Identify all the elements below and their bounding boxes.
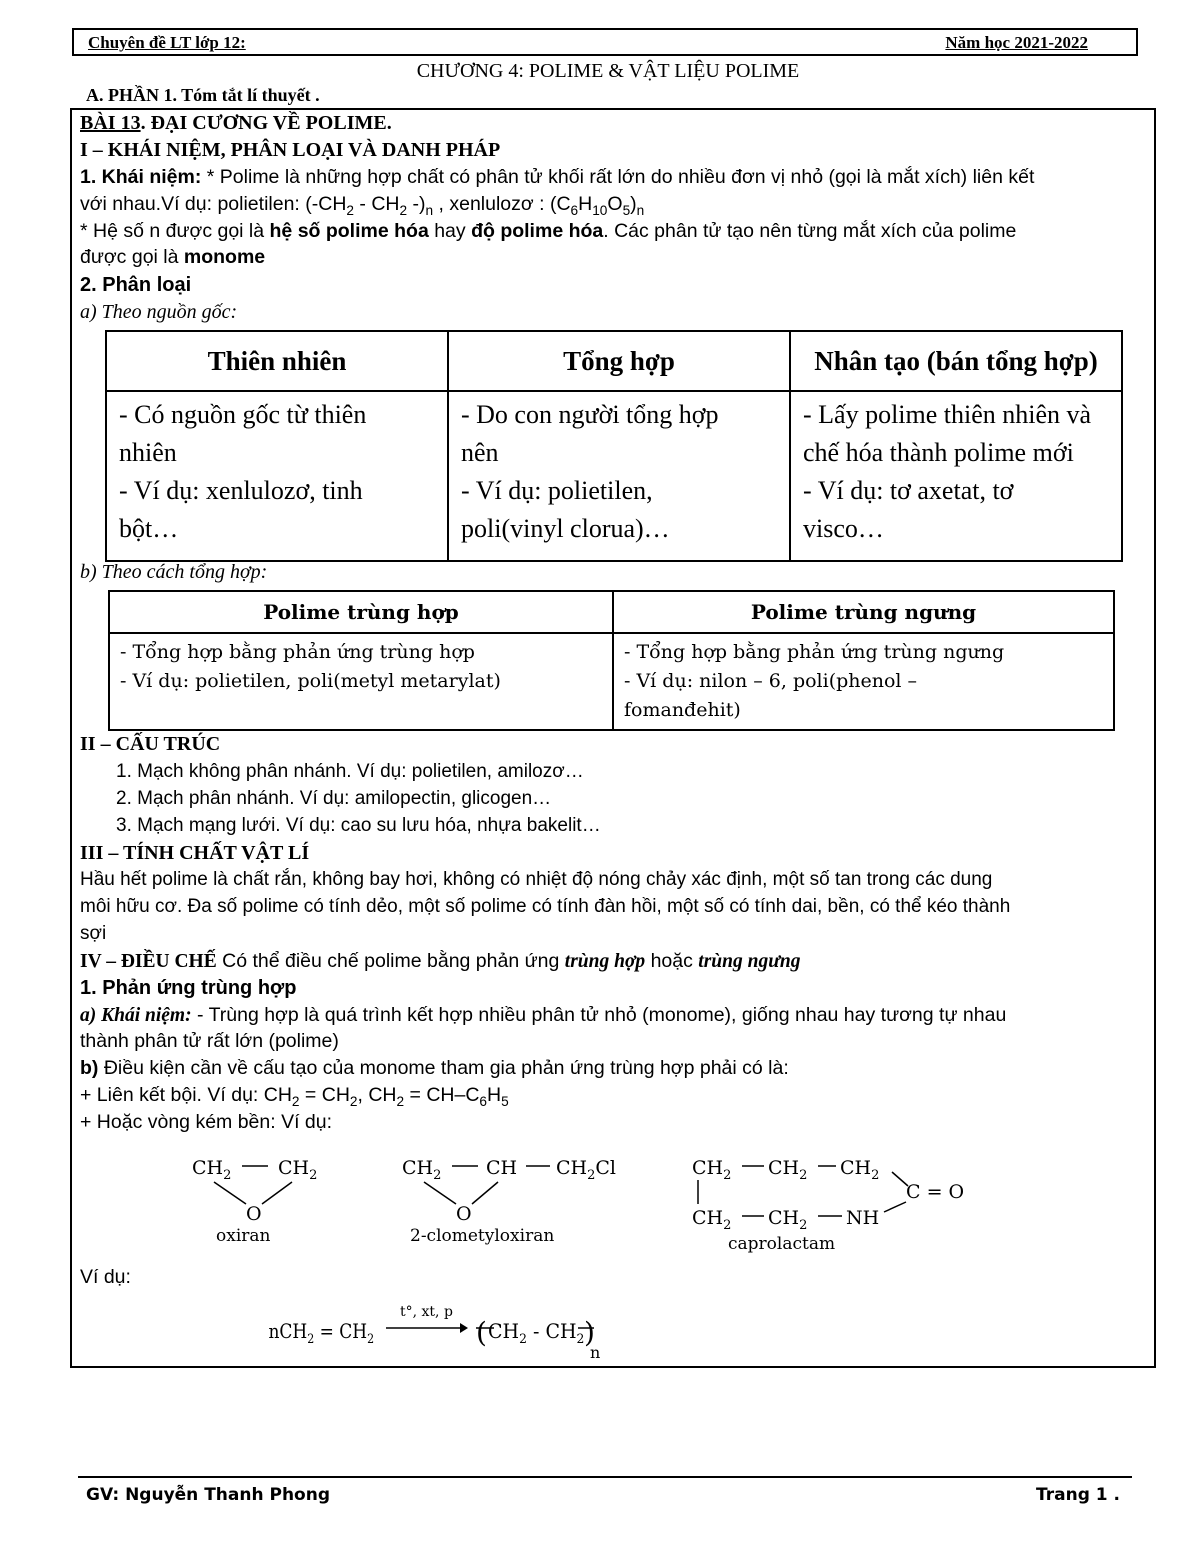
header-subject: Chuyên đề LT lớp 12:: [88, 33, 246, 52]
example-label: Ví dụ:: [80, 1266, 131, 1288]
svg-text:CH2: [768, 1207, 807, 1233]
reaction-lhs: nCH: [268, 1320, 308, 1344]
bond-part: = CH: [299, 1084, 350, 1106]
origin-table: [105, 330, 1123, 562]
svg-text:nCH2 = CH2: [269, 1321, 375, 1346]
origin-header: Tổng hợp: [448, 331, 790, 391]
definition-line-1: [80, 166, 1034, 189]
reaction-lhs: = CH: [314, 1320, 368, 1344]
atom-label: Cl: [595, 1157, 617, 1179]
definition-line-2: [80, 193, 644, 218]
definition-text: * Polime là những hợp chất có phân tử khối rất lớn do nhiều đơn vị nhỏ (gọi là mắt xích) liên kết: [201, 166, 1035, 188]
footer-divider: [78, 1476, 1132, 1478]
cell-line: - Tổng hợp bằng phản ứng trùng hợp: [120, 641, 475, 663]
polymerization-definition: [80, 1004, 1006, 1027]
svg-text:CH2: [768, 1157, 807, 1183]
structure-name: oxiran: [216, 1226, 271, 1246]
sub: 5: [622, 202, 631, 218]
structure-item: 2. Mạch phân nhánh. Ví dụ: amilopectin, glicogen…: [116, 788, 552, 809]
footer-page-number: Trang 1 .: [1036, 1485, 1120, 1505]
svg-text:CH2: [840, 1157, 879, 1183]
cell-line: nhiên: [119, 438, 177, 467]
atom-label: CH: [768, 1157, 800, 1179]
polymerization-definition-cont: thành phân tử rất lớn (polime): [80, 1030, 339, 1052]
cell-line: poli(vinyl clorua)…: [461, 514, 670, 543]
sub: 2: [367, 1331, 375, 1347]
reaction-product: CH: [488, 1319, 520, 1344]
polymerization-heading: 1. Phản ứng trùng hợp: [80, 977, 297, 999]
section-2-heading: II – CẤU TRÚC: [80, 733, 221, 755]
intro-part: hoặc: [645, 950, 699, 972]
bracket-close: ): [584, 1316, 595, 1349]
by-method-label: b) Theo cách tổng hợp:: [80, 561, 268, 583]
sub: 6: [479, 1093, 488, 1109]
sub: 2: [291, 1093, 300, 1109]
sub: 2: [723, 1218, 732, 1233]
atom-label: CH: [486, 1157, 518, 1179]
physical-text: sợi: [80, 923, 107, 944]
origin-cell: [448, 391, 790, 561]
condition-line: [80, 1057, 789, 1080]
structure-item: 3. Mạch mạng lưới. Ví dụ: cao su lưu hóa, nhựa bakelit…: [116, 815, 601, 836]
coef-part: * Hệ số n được gọi là: [80, 220, 270, 242]
bond-part: = CH–C: [404, 1084, 480, 1106]
svg-text:CH2: [278, 1157, 317, 1183]
def-part: với nhau.Ví dụ: polietilen: (-CH: [80, 193, 347, 215]
sub: 2: [349, 1093, 358, 1109]
sub: 2: [871, 1168, 880, 1183]
bond: [262, 1182, 292, 1204]
intro-term: trùng hợp: [564, 951, 646, 972]
bond: [884, 1202, 906, 1212]
sub: 2: [723, 1168, 732, 1183]
cell-line: - Tổng hợp bằng phản ứng trùng ngưng: [624, 641, 1005, 663]
degree-n: n: [590, 1343, 601, 1362]
polymerization-reaction: [260, 1296, 620, 1366]
sub: 2: [396, 1093, 405, 1109]
def-text: - Trùng hợp là quá trình kết hợp nhiều phân tử nhỏ (monome), giống nhau hay tương tự nhau: [191, 1004, 1007, 1026]
weak-ring-line: + Hoặc vòng kém bền: Ví dụ:: [80, 1111, 333, 1133]
coef-term: độ polime hóa: [471, 220, 604, 242]
coefficient-line-2: [80, 246, 265, 269]
section-3-heading: III – TÍNH CHẤT VẬT LÍ: [80, 842, 310, 864]
chapter-title: CHƯƠNG 4: POLIME & VẬT LIỆU POLIME: [416, 60, 800, 82]
svg-text:CH2: [692, 1207, 731, 1233]
bond-part: , CH: [357, 1084, 397, 1106]
sub: n: [425, 202, 434, 218]
sub: 5: [501, 1093, 509, 1109]
sub: 6: [570, 202, 579, 218]
cond-text: Điều kiện cần về cấu tạo của monome tham gia phản ứng trùng hợp phải có là:: [98, 1057, 789, 1079]
sub: 2: [433, 1168, 442, 1183]
section-4-heading: [80, 950, 801, 973]
origin-cell: [790, 391, 1122, 561]
atom-label: CH: [692, 1207, 724, 1229]
sub: 2: [223, 1168, 232, 1183]
intro-part: Có thể điều chế polime bằng phản ứng: [216, 950, 565, 972]
structure-name: caprolactam: [728, 1234, 836, 1254]
svg-text:CH2Cl: [556, 1157, 616, 1183]
structure-name: 2-clometyloxiran: [410, 1226, 555, 1246]
method-cell: [109, 633, 613, 730]
atom-label: CH: [768, 1207, 800, 1229]
cell-line: - Ví dụ: tơ axetat, tơ: [803, 476, 1014, 505]
coef-part: hay: [428, 220, 472, 242]
svg-text:CH2: [402, 1157, 441, 1183]
reaction-product: - CH: [526, 1319, 577, 1344]
sub: 2: [399, 202, 408, 218]
method-header: Polime trùng ngưng: [613, 591, 1114, 633]
lesson-title: [80, 112, 392, 135]
atom-label: CH: [556, 1157, 588, 1179]
atom-label: CH: [402, 1157, 434, 1179]
footer-teacher: GV: Nguyễn Thanh Phong: [86, 1485, 331, 1505]
physical-text: môi hữu cơ. Đa số polime có tính dẻo, một số polime có tính đàn hồi, một số có tính dai, bền, có thể kéo thành: [80, 896, 1011, 917]
cell-line: - Ví dụ: polietilen,: [461, 476, 653, 505]
classification-heading: 2. Phân loại: [80, 274, 192, 296]
cell-line: - Ví dụ: nilon – 6, poli(phenol –: [624, 670, 918, 692]
cond-label: b): [80, 1057, 99, 1079]
structure-item: 1. Mạch không phân nhánh. Ví dụ: polietilen, amilozơ…: [116, 761, 584, 782]
method-table: [108, 590, 1115, 731]
method-cell: [613, 633, 1114, 730]
sub: 2: [309, 1168, 318, 1183]
part-a-heading: A. PHẦN 1. Tóm tắt lí thuyết .: [86, 85, 320, 105]
section-4-title: IV – ĐIỀU CHẾ: [80, 951, 217, 972]
sub: 10: [592, 202, 608, 218]
svg-text:CH2 - CH2: [488, 1320, 584, 1347]
cell-line: bột…: [119, 514, 179, 543]
sub: 2: [799, 1168, 808, 1183]
by-origin-label: a) Theo nguồn gốc:: [80, 301, 238, 323]
lesson-name: . ĐẠI CƯƠNG VỀ POLIME.: [140, 112, 392, 134]
intro-term: trùng ngưng: [698, 951, 801, 972]
cell-line: chế hóa thành polime mới: [803, 438, 1074, 467]
bond: [424, 1182, 456, 1204]
coef-part: được gọi là: [80, 246, 184, 268]
atom-label: CH: [840, 1157, 872, 1179]
physical-text: Hầu hết polime là chất rắn, không bay hơi, không có nhiệt độ nóng chảy xác định, một số tan trong các dung: [80, 869, 993, 890]
atom-label: NH: [846, 1207, 880, 1229]
svg-text:CH2: [192, 1157, 231, 1183]
origin-header: Thiên nhiên: [106, 331, 448, 391]
def-part: H: [578, 193, 593, 215]
monome-term: monome: [183, 246, 266, 268]
reaction-conditions: t°, xt, p: [400, 1304, 453, 1320]
origin-header: Nhân tạo (bán tổng hợp): [790, 331, 1122, 391]
cell-line: - Lấy polime thiên nhiên và: [803, 400, 1092, 429]
sub: 2: [587, 1168, 596, 1183]
cell-line: - Ví dụ: xenlulozơ, tinh: [119, 476, 363, 505]
sub: 2: [307, 1331, 315, 1347]
coef-term: hệ số polime hóa: [269, 220, 429, 242]
atom-label: CH: [278, 1157, 310, 1179]
lesson-code: BÀI 13: [80, 112, 141, 134]
cell-line: - Có nguồn gốc từ thiên: [119, 400, 367, 429]
sub: 2: [799, 1218, 808, 1233]
bond-part: + Liên kết bội. Ví dụ: CH: [80, 1084, 292, 1106]
coef-part: . Các phân tử tạo nên từng mắt xích của polime: [603, 220, 1017, 242]
clometyloxiran-structure: [402, 1157, 616, 1246]
bond-part: H: [487, 1084, 502, 1106]
sub: 2: [519, 1330, 527, 1347]
arrow-head: [460, 1323, 468, 1333]
bond: [214, 1182, 246, 1204]
cell-line: fomanđehit): [624, 699, 741, 721]
def-part: O: [607, 193, 623, 215]
caprolactam-structure: [692, 1157, 964, 1254]
sub: 2: [346, 202, 355, 218]
def-part: , xenlulozơ : (C: [433, 193, 571, 215]
cell-line: visco…: [803, 514, 884, 543]
cell-line: - Do con người tổng hợp: [461, 400, 719, 429]
sub: n: [636, 202, 645, 218]
oxiran-structure: [192, 1157, 317, 1246]
header-school-year: Năm học 2021-2022: [945, 33, 1088, 52]
bracket-open: (: [476, 1316, 487, 1349]
section-1-heading: I – KHÁI NIỆM, PHÂN LOẠI VÀ DANH PHÁP: [80, 139, 501, 161]
sub: 2: [576, 1330, 585, 1347]
def-part: - CH: [354, 193, 400, 215]
def-part: ): [630, 193, 637, 215]
ring-structures: [180, 1148, 1000, 1258]
definition-label: 1. Khái niệm:: [80, 166, 202, 188]
atom-label: CH: [692, 1157, 724, 1179]
atom-label: CH: [192, 1157, 224, 1179]
atom-label: O: [246, 1203, 262, 1225]
method-header: Polime trùng hợp: [109, 591, 613, 633]
def-part: -): [407, 193, 426, 215]
atom-label: O: [456, 1203, 472, 1225]
cell-line: nên: [461, 438, 499, 467]
carbonyl-label: C = O: [906, 1181, 965, 1203]
def-label: a) Khái niệm:: [80, 1005, 192, 1026]
origin-cell: [106, 391, 448, 561]
multiple-bond-line: [80, 1084, 509, 1109]
coefficient-line-1: [80, 220, 1016, 243]
svg-text:CH2: [692, 1157, 731, 1183]
bond: [472, 1182, 498, 1204]
cell-line: - Ví dụ: polietilen, poli(metyl metarylat): [120, 670, 501, 692]
